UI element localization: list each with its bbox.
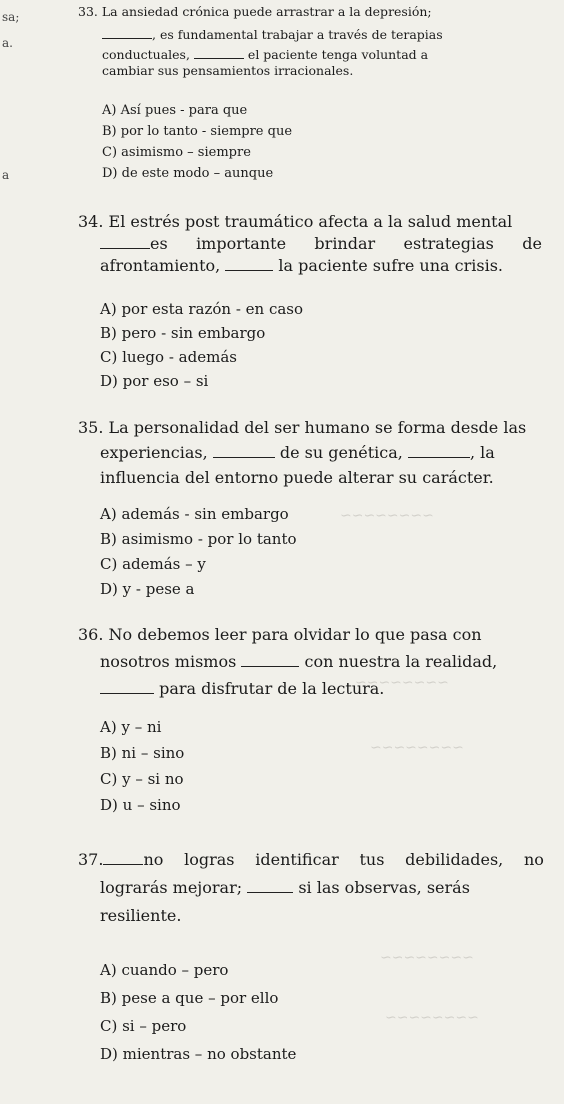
- question-text: influencia del entorno puede alterar su carácter.: [100, 468, 494, 487]
- option-b[interactable]: B) asimismo - por lo tanto: [100, 530, 297, 548]
- answer-blank[interactable]: [247, 878, 293, 893]
- option-b[interactable]: B) pese a que – por ello: [100, 989, 279, 1007]
- question-number: 35.: [78, 418, 104, 437]
- question-number: 36.: [78, 625, 104, 644]
- question-number: 33.: [78, 4, 98, 19]
- answer-blank[interactable]: [100, 234, 150, 249]
- margin-fragment-3: a: [2, 168, 10, 182]
- question-text: cambiar sus pensamientos irracionales.: [102, 63, 354, 78]
- option-a[interactable]: A) Así pues - para que: [102, 103, 248, 118]
- question-line: [102, 63, 353, 78]
- question-line: [78, 418, 526, 437]
- question-word: no: [524, 850, 544, 869]
- question-text: La personalidad del ser humano se forma desde las: [108, 418, 527, 437]
- answer-blank[interactable]: [225, 256, 273, 271]
- question-text: la paciente sufre una crisis.: [278, 256, 504, 275]
- answer-blank[interactable]: [408, 443, 470, 458]
- option-c[interactable]: C) luego - además: [100, 348, 237, 366]
- question-line: [100, 443, 495, 462]
- question-text: conductuales,: [102, 47, 190, 62]
- question-text: , la: [469, 443, 495, 462]
- question-line: [100, 468, 494, 487]
- question-line: [100, 878, 470, 897]
- answer-blank[interactable]: [213, 443, 275, 458]
- bleed-through-mark: ~~~~~~~~: [380, 950, 474, 966]
- question-word: logras: [184, 850, 235, 869]
- question-text: el paciente tenga voluntad a: [247, 47, 429, 62]
- answer-blank[interactable]: [241, 652, 299, 667]
- option-a[interactable]: A) por esta razón - en caso: [100, 300, 304, 318]
- question-text: lograrás mejorar;: [100, 878, 243, 897]
- question-text: La ansiedad crónica puede arrastrar a la depresión;: [101, 4, 432, 19]
- question-line: [100, 256, 503, 275]
- question-word: debilidades,: [405, 850, 504, 869]
- option-c[interactable]: C) además – y: [100, 555, 206, 573]
- question-text: El estrés post traumático afecta a la salud mental: [108, 212, 513, 231]
- question-text: resiliente.: [100, 906, 182, 925]
- question-line: [102, 24, 443, 42]
- question-text: experiencias,: [100, 443, 208, 462]
- question-line: [78, 625, 482, 644]
- bleed-through-mark: ~~~~~~~~: [355, 675, 449, 691]
- option-c[interactable]: C) asimismo – siempre: [102, 145, 251, 160]
- margin-fragment-1: sa;: [2, 10, 20, 24]
- question-text: nosotros mismos: [100, 652, 237, 671]
- question-line: [78, 850, 544, 869]
- question-line: [100, 652, 497, 671]
- question-line: [102, 44, 428, 62]
- option-d[interactable]: D) mientras – no obstante: [100, 1045, 297, 1063]
- question-line: [78, 212, 512, 231]
- question-text: , es fundamental trabajar a través de terapias: [152, 27, 443, 42]
- option-d[interactable]: D) y - pese a: [100, 580, 195, 598]
- option-b[interactable]: B) pero - sin embargo: [100, 324, 266, 342]
- option-b[interactable]: B) ni – sino: [100, 744, 185, 762]
- question-line: [78, 4, 432, 19]
- question-text: No debemos leer para olvidar lo que pasa con: [108, 625, 482, 644]
- margin-fragment-2: a.: [2, 36, 13, 50]
- question-word: importante: [196, 234, 287, 253]
- option-d[interactable]: D) u – sino: [100, 796, 181, 814]
- option-d[interactable]: D) de este modo – aunque: [102, 166, 274, 181]
- question-text: afrontamiento,: [100, 256, 221, 275]
- question-line: [100, 234, 542, 253]
- question-word: no: [143, 850, 164, 869]
- question-line: [100, 679, 384, 698]
- question-text: de su genética,: [279, 443, 403, 462]
- question-word: brindar: [314, 234, 376, 253]
- question-number: 34.: [78, 212, 104, 231]
- answer-blank[interactable]: [103, 850, 143, 865]
- answer-blank[interactable]: [100, 679, 154, 694]
- option-a[interactable]: A) además - sin embargo: [100, 505, 289, 523]
- bleed-through-mark: ~~~~~~~~: [370, 740, 464, 756]
- option-b[interactable]: B) por lo tanto - siempre que: [102, 124, 293, 139]
- question-text: si las observas, serás: [298, 878, 470, 897]
- question-word: de: [522, 234, 542, 253]
- question-line: [100, 906, 181, 925]
- answer-blank[interactable]: [102, 24, 152, 39]
- option-a[interactable]: A) cuando – pero: [100, 961, 229, 979]
- option-a[interactable]: A) y – ni: [100, 718, 162, 736]
- bleed-through-mark: ~~~~~~~~: [340, 508, 434, 524]
- question-word: tus: [359, 850, 385, 869]
- question-text: para disfrutar de la lectura.: [159, 679, 385, 698]
- bleed-through-mark: ~~~~~~~~: [385, 1010, 479, 1026]
- question-word: identificar: [255, 850, 339, 869]
- option-c[interactable]: C) y – si no: [100, 770, 184, 788]
- answer-blank[interactable]: [194, 44, 244, 59]
- option-d[interactable]: D) por eso – si: [100, 372, 209, 390]
- question-number: 37.: [78, 850, 104, 869]
- question-word: es: [150, 234, 168, 253]
- question-word: estrategias: [403, 234, 494, 253]
- question-text: con nuestra la realidad,: [304, 652, 498, 671]
- option-c[interactable]: C) si – pero: [100, 1017, 187, 1035]
